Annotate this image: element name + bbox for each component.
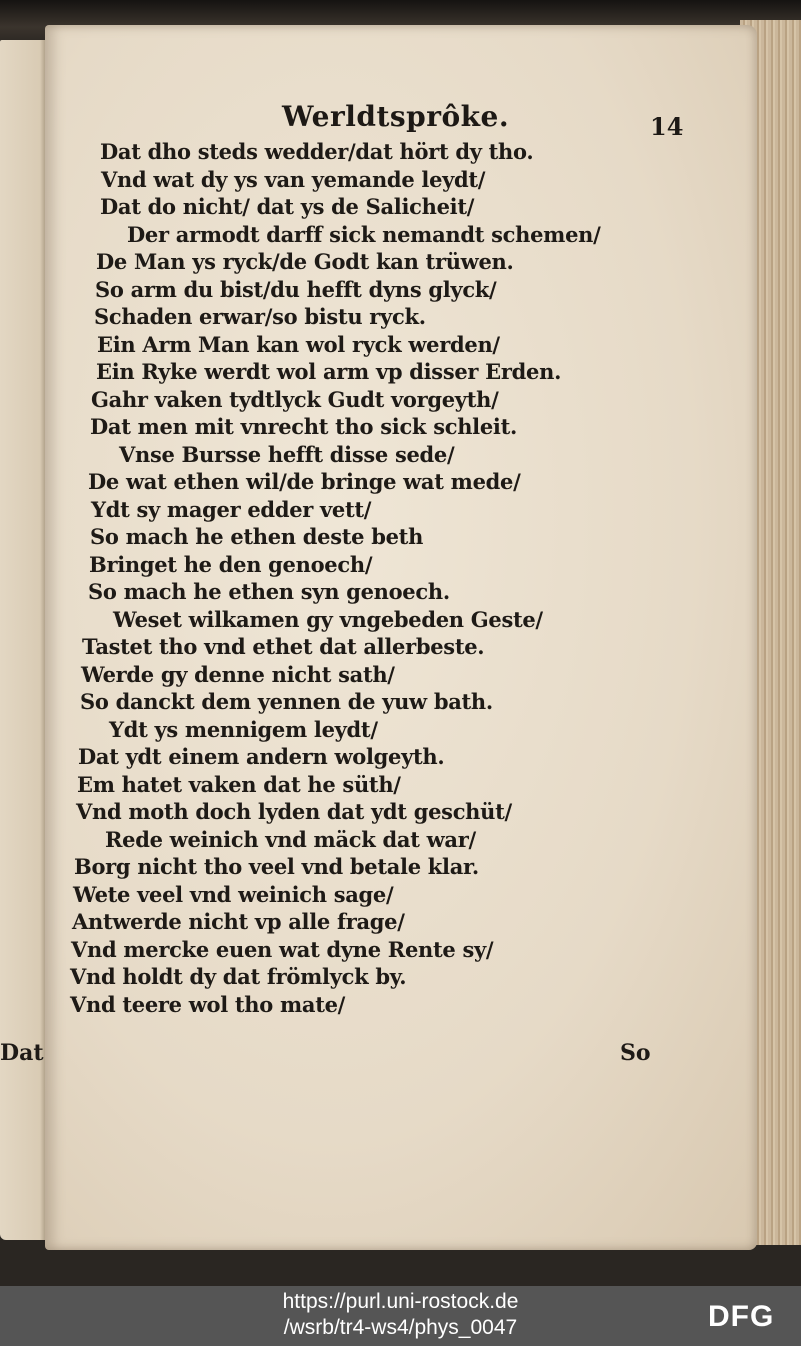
text-line: Schaden erwar/so bistu ryck. — [94, 304, 426, 329]
text-line: So danckt dem yennen de yuw bath. — [80, 689, 493, 714]
footer-bar — [0, 1286, 801, 1346]
text-line: Dat dho steds wedder/dat hört dy tho. — [100, 139, 534, 164]
text-line: Vnd moth doch lyden dat ydt geschüt/ — [76, 799, 512, 824]
text-line: Gahr vaken tydtlyck Gudt vorgeyth/ — [91, 386, 499, 412]
text-line: De wat ethen wil/de bringe wat mede/ — [88, 469, 521, 494]
text-line: Vnd wat dy ys van yemande leydt/ — [101, 166, 486, 192]
text-line: Dat do nicht/ dat ys de Salicheit/ — [100, 194, 475, 219]
text-line: Der armodt darff sick nemandt schemen/ — [127, 221, 601, 247]
text-line: Em hatet vaken dat he süth/ — [77, 771, 401, 797]
running-head: Werldtsprôke. — [282, 100, 510, 133]
permalink-line-2[interactable]: /wsrb/tr4-ws4/phys_0047 — [283, 1316, 518, 1339]
page-number: 14 — [650, 112, 684, 141]
text-line: Vnd mercke euen wat dyne Rente sy/ — [71, 936, 494, 962]
text-line: Ein Arm Man kan wol ryck werden/ — [97, 331, 500, 357]
text-line: Vnd teere wol tho mate/ — [70, 991, 346, 1017]
text-line: Ydt sy mager edder vett/ — [91, 496, 372, 522]
text-line: Werde gy denne nicht sath/ — [81, 661, 395, 687]
permalink-line-1[interactable]: https://purl.uni-rostock.de — [282, 1290, 519, 1313]
text-line: Ydt ys mennigem leydt/ — [109, 716, 378, 742]
text-line: Antwerde nicht vp alle frage/ — [72, 909, 405, 934]
dfg-logo: DFG — [708, 1300, 775, 1333]
text-line: Ein Ryke werdt wol arm vp disser Erden. — [96, 359, 562, 384]
text-line: Wete veel vnd weinich sage/ — [73, 881, 394, 907]
catchword-left: Dat — [0, 1040, 44, 1066]
text-line: Borg nicht tho veel vnd betale klar. — [74, 854, 479, 879]
text-line: Bringet he den genoech/ — [89, 551, 373, 577]
text-line: So mach he ethen syn genoech. — [88, 579, 450, 604]
text-line: Dat men mit vnrecht tho sick schleit. — [90, 414, 517, 439]
text-lines — [70, 138, 610, 1018]
catchword: So — [620, 1040, 651, 1066]
text-line: Dat ydt einem andern wolgeyth. — [78, 744, 445, 769]
text-line: So arm du bist/du hefft dyns glyck/ — [95, 276, 497, 302]
text-line: So mach he ethen deste beth — [90, 524, 424, 549]
text-line: Tastet tho vnd ethet dat allerbeste. — [82, 634, 485, 659]
text-line: Vnd holdt dy dat frömlyck by. — [70, 964, 407, 989]
text-line: Vnse Bursse hefft disse sede/ — [119, 441, 455, 467]
text-line: De Man ys ryck/de Godt kan trüwen. — [96, 249, 514, 274]
text-line: Weset wilkamen gy vngebeden Geste/ — [113, 606, 543, 632]
text-line: Rede weinich vnd mäck dat war/ — [105, 826, 476, 852]
